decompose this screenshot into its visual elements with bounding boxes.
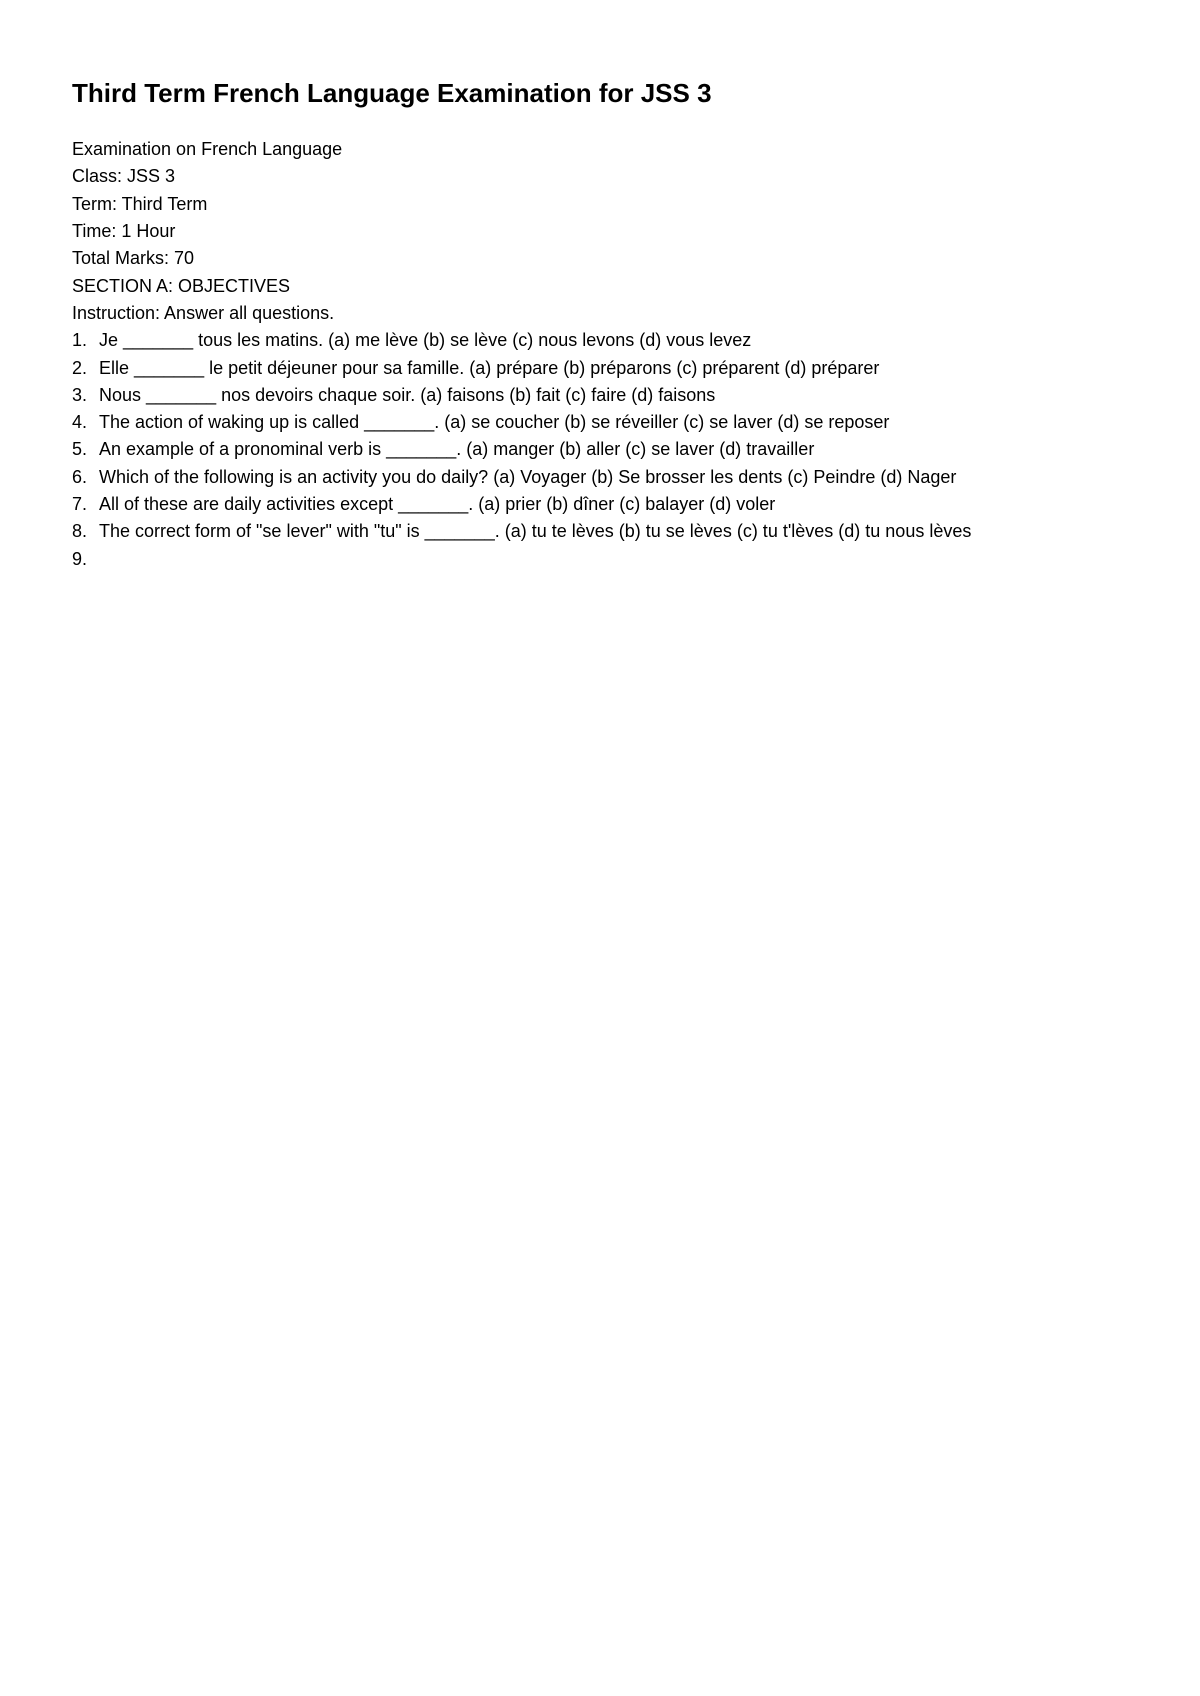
question-text: The correct form of "se lever" with "tu" is _______. (a) tu te lèves (b) tu se lèves (c) tu t'lèves (d) tu nous lèves — [99, 521, 972, 542]
question-number: 8. — [72, 521, 88, 542]
question-number: 5. — [72, 439, 88, 460]
question-number: 6. — [72, 466, 88, 487]
question-number: 3. — [72, 384, 88, 405]
question-item — [72, 518, 1142, 545]
question-text: Nous _______ nos devoirs chaque soir. (a) faisons (b) fait (c) faire (d) faisons — [99, 384, 716, 405]
question-text: An example of a pronominal verb is _______. (a) manger (b) aller (c) se laver (d) travailler — [99, 439, 815, 460]
question-item — [72, 355, 1142, 382]
document-title: Third Term French Language Examination for JSS 3 — [72, 78, 712, 108]
question-item — [72, 464, 1142, 491]
exam-time-line: Time: 1 Hour — [72, 221, 176, 242]
question-item — [72, 327, 1142, 354]
exam-term-line: Term: Third Term — [72, 193, 208, 214]
question-item — [72, 491, 1142, 518]
question-text: Je _______ tous les matins. (a) me lève (b) se lève (c) nous levons (d) vous levez — [99, 330, 752, 351]
document-page — [72, 70, 1142, 573]
question-text: Which of the following is an activity you do daily? (a) Voyager (b) Se brosser les dents (c) Peindre (d) Nager — [99, 466, 957, 487]
question-number: 4. — [72, 412, 88, 433]
question-item — [72, 409, 1142, 436]
exam-class-line: Class: JSS 3 — [72, 166, 176, 187]
question-list — [72, 327, 1142, 573]
instruction-line: Instruction: Answer all questions. — [72, 302, 335, 323]
question-number: 1. — [72, 330, 88, 351]
question-item — [72, 382, 1142, 409]
question-text: The action of waking up is called _______. (a) se coucher (b) se réveiller (c) se laver (d) se reposer — [99, 412, 890, 433]
exam-header — [72, 136, 1142, 327]
question-text: Elle _______ le petit déjeuner pour sa famille. (a) prépare (b) préparons (c) préparent (d) préparer — [99, 357, 880, 378]
question-number: 9. — [72, 548, 88, 569]
question-number: 7. — [72, 494, 88, 515]
exam-subject-line: Examination on French Language — [72, 139, 343, 160]
question-item — [72, 436, 1142, 463]
question-item — [72, 546, 1142, 573]
exam-marks-line: Total Marks: 70 — [72, 248, 195, 269]
question-number: 2. — [72, 357, 88, 378]
question-text: All of these are daily activities except _______. (a) prier (b) dîner (c) balayer (d) voler — [99, 494, 776, 515]
section-heading: SECTION A: OBJECTIVES — [72, 275, 291, 296]
